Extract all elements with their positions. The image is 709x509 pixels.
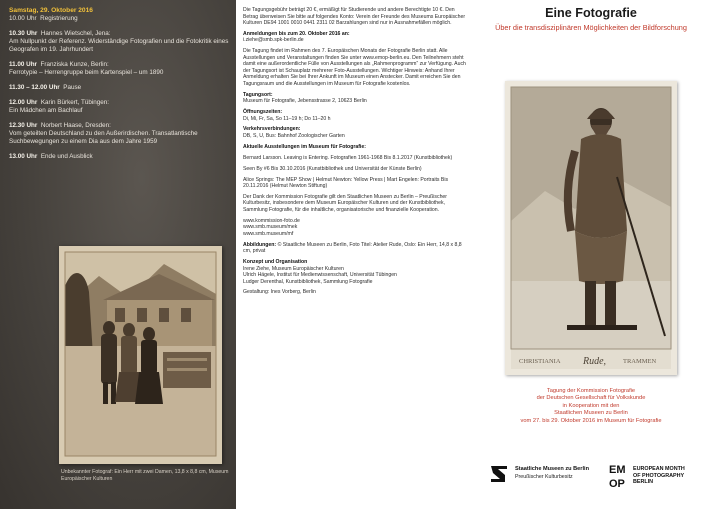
photo-imprint-right: TRAMMEN [623,358,657,365]
link-mf[interactable]: www.smb.museum/mf [243,230,294,237]
link-kommission[interactable]: www.kommission-foto.de [243,217,300,224]
venue-heading: Tagungsort: [243,91,273,98]
schedule-item: 10.30 Uhr Hannes Wietschel, Jena: Am Nullpunkt der Referenz. Widerständige Fotografien und die Fotokritik eines Geografen im 19. Jahrhundert [9,29,229,54]
page-subtitle: Über die transdisziplinären Möglichkeiten der Bildforschung [495,23,687,32]
concept-heading: Konzept und Organisation [243,259,308,266]
schedule-item: 12.00 Uhr Karin Bürkert, Tübingen: Ein Mädchen am Bachlauf [9,98,109,114]
illustrations-heading: Abbildungen: [243,241,277,248]
design-credit: Gestaltung: Ines Vorberg, Berlin [243,289,316,296]
smb-logo-line2: Preußischer Kulturbesitz [515,474,573,480]
photo-imprint-mid: Rude, [583,356,607,367]
smb-logo-line1: Staatliche Museen zu Berlin [515,466,589,472]
schedule-item: 13.00 Uhr Ende und Ausblick [9,152,93,160]
link-mek[interactable]: www.smb.museum/mek [243,224,298,231]
schedule-item: 12.30 Uhr Norbert Haase, Dresden: Vom geteilten Deutschland zu den Außerirdischen. Transatlantische Suchbewegungen zu einem Dia aus dem Jahre 1959 [9,121,198,145]
hours-heading: Öffnungszeiten: [243,109,283,116]
svg-text:OP: OP [609,478,625,489]
photo-caption: Unbekannter Fotograf: Ein Herr mit zwei Damen, 13,8 x 8,8 cm, Museum Europäischer Kulturen [61,469,229,482]
concept-person: Ulrich Hägele, Institut für Medienwissenschaft, Universität Tübingen [243,272,397,279]
exhibition-item: Alice Springs: The MEP Show | Helmut Newton: Yellow Press | Mart Engelen: Portraits Bis 20.11.2016 (Helmut Newton Stiftung) [243,176,449,190]
monat-text: Die Tagung findet im Rahmen des 7. Europäischen Monats der Fotografie Berlin statt. Alle Ausstellungen und Veranstaltungen finden Sie unter www.emop-berlin.eu. Den Teilnehmern steht damit eine außerordentliche Fülle von Ausstellungen als „Rahmenprogramm“ zur Verfügung. Auch der Tagungsort ist Schauplatz mehrerer Foto-Ausstellungen. Wichtiger Hinweis: Anhand Ihrer Anmeldung erhalten Sie bei Ihrer Ankunft im Museum einen Anstecker. Damit erreichen Sie den Tagungsraum und die Ausstellungen im Museum für Fotografie kostenlos. [243,48,466,87]
schedule-item: 10.00 Uhr Registrierung [9,15,78,23]
vintage-photo-group [59,246,222,464]
smb-logo [489,462,601,488]
cover-photo-graphic [505,81,677,375]
registration-email[interactable]: i.ziehe@smb.spk-berlin.de [243,37,304,44]
cover-panel [478,0,709,509]
photo-imprint-left: CHRISTIANIA [519,358,561,365]
vintage-photo-graphic [59,246,222,464]
info-panel [243,7,471,507]
transport-text: DB, S, U, Bus: Bahnhof Zoologischer Garten [243,132,345,139]
illustrations-text: © Staatliche Museen zu Berlin, Foto Titel: Atelier Rude, Oslo: Ein Herr, 14,8 x 8,8 cm, privat [243,241,462,255]
concept-person: Ludger Derenthal, Kunstbibliothek, Sammlung Fotografie [243,278,373,285]
fee-text: Die Tagungsgebühr beträgt 20 €, ermäßigt für Studierende und andere Berechtigte 10 €. Den Betrag überweisen Sie bitte auf folgendes Konto: Verein der Freunde des Museums Europäischer Kulturen DE94 1001 0010 0441 2311 02 Barzahlungen sind nur in Ausnahmefällen möglich. [243,7,466,26]
page-title: Eine Fotografie [545,6,637,20]
exhibitions-heading: Aktuelle Ausstellungen im Museum für Fotografie: [243,143,366,150]
exhibition-item: Bernard Larsson. Leaving is Entering. Fotografien 1961-1968 Bis 8.1.2017 (Kunstbibliothek) [243,154,453,161]
registration-heading: Anmeldungen bis zum 20. Oktober 2016 an: [243,30,350,37]
smb-logo-icon [489,464,509,484]
emop-logo-icon [609,461,629,489]
transport-heading: Verkehrsverbindungen: [243,126,301,133]
hours-text: Di, Mi, Fr, Sa, So 11–19 h; Do 11–20 h [243,115,331,122]
cover-photo [505,81,677,375]
event-info: Tagung der Kommission Fotografie der Deutschen Gesellschaft für Volkskunde in Kooperation mit den Staatlichen Museen zu Berlin vom 27. bis 29. Oktober 2016 im Museum für Fotografie [520,388,662,424]
concept-person: Irene Ziehe, Museum Europäischer Kulturen [243,265,344,272]
thanks-text: Der Dank der Kommission Fotografie gilt den Staatlichen Museen zu Berlin – Preußischer Kulturbesitz, insbesondere dem Museum Europäischer Kulturen und der Kunstbibliothek, Sammlung Fotografie, für die inhaltliche, organisatorische und finanzielle Kooperation. [243,193,448,213]
schedule-date: Samstag, 29. Oktober 2016 [9,7,93,14]
schedule-list [9,7,231,167]
schedule-panel [0,0,236,509]
svg-text:EM: EM [609,464,626,476]
emop-logo [609,461,707,491]
venue-text: Museum für Fotografie, Jebensstrasse 2, 10623 Berlin [243,98,367,105]
emop-logo-text: EUROPEAN MONTH OF PHOTOGRAPHY BERLIN [633,466,685,486]
exhibition-item: Seen By #6 Bis 30.10.2016 (Kunstbibliothek und Universität der Künste Berlin) [243,165,422,172]
schedule-item: 11.30 – 12.00 Uhr Pause [9,83,82,91]
schedule-item: 11.00 Uhr Franziska Kunze, Berlin: Ferrotypie – Herrengruppe beim Kartenspiel – um 1890 [9,61,164,77]
